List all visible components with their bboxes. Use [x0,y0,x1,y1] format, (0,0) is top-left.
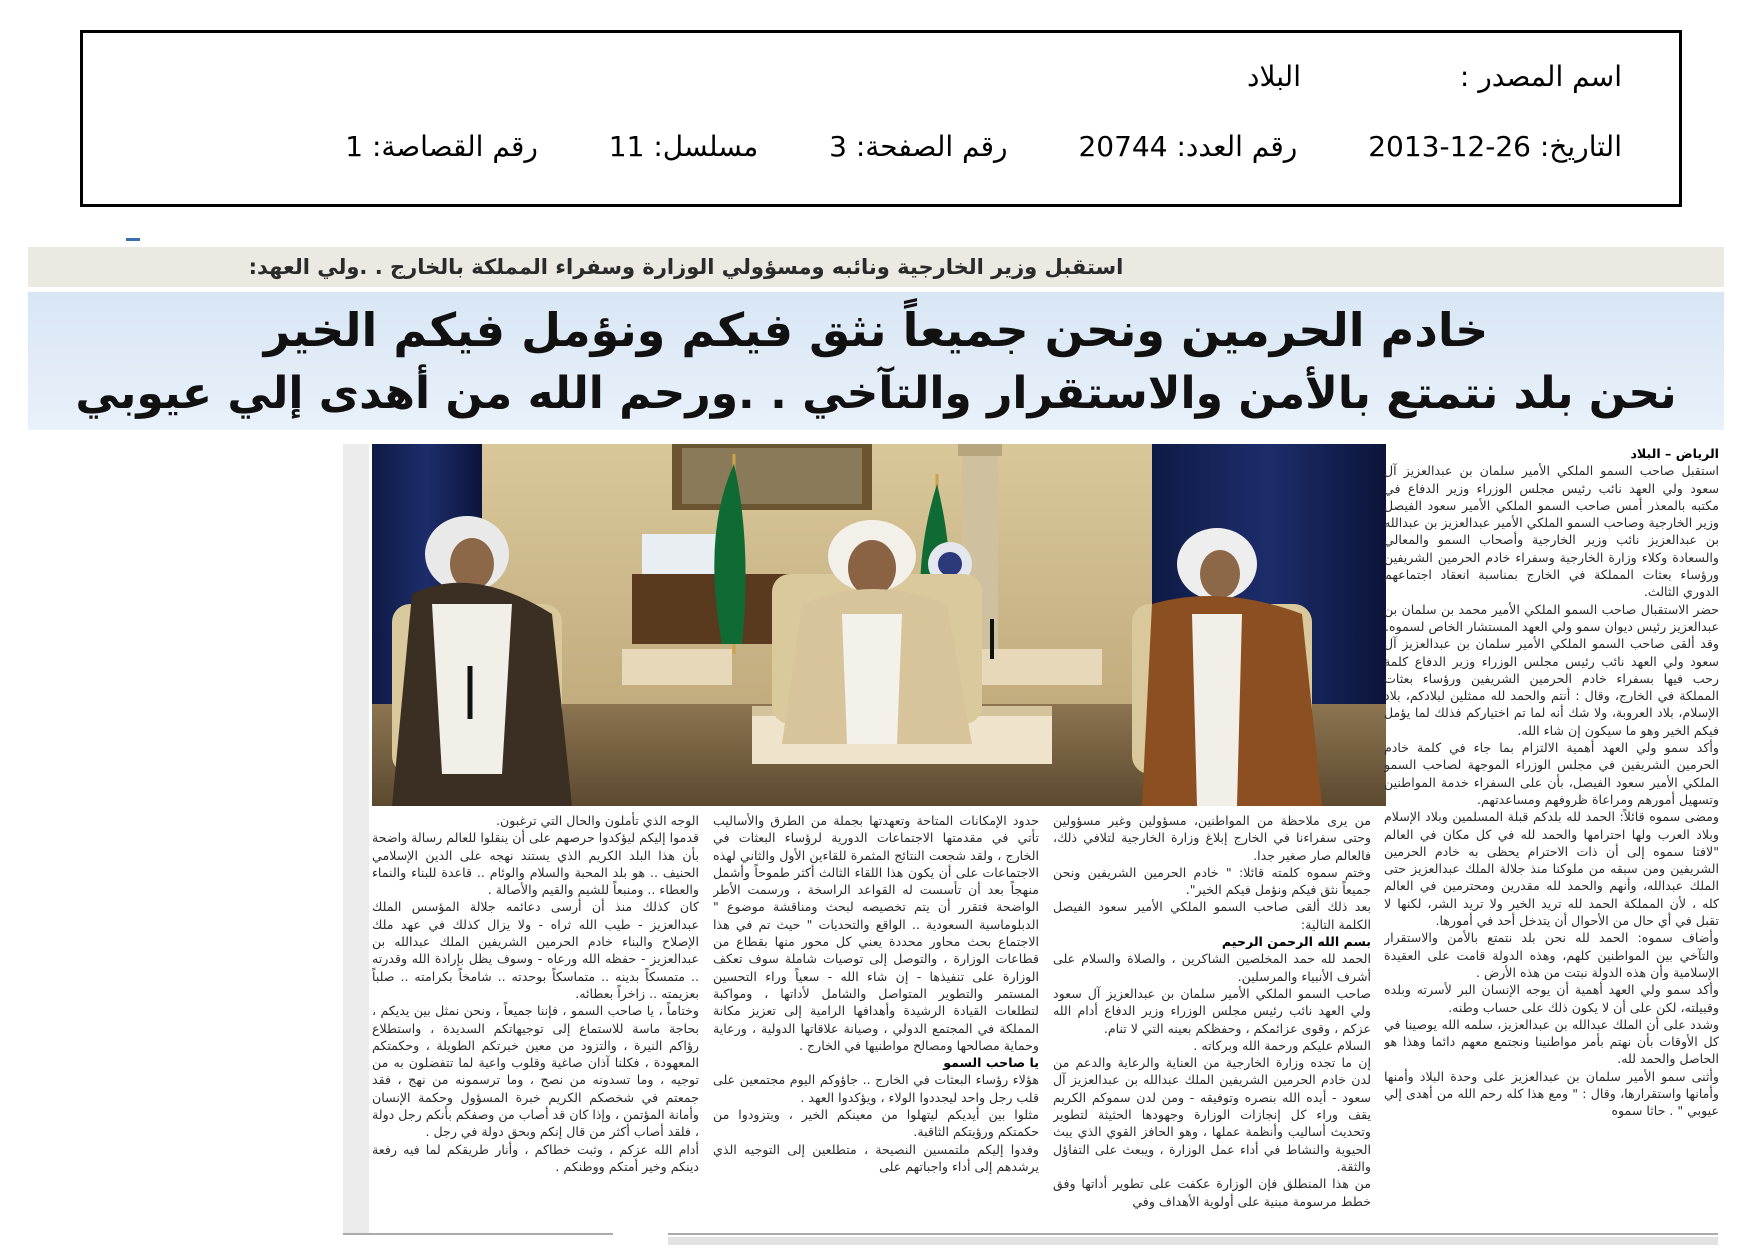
paragraph: ومضى سموه قائلاً: الحمد لله بلدكم قبلة المسلمين وبلاد الإسلام وبلاد العرب ولها احترامها والحمد لله في كل مكان في العالم "لافتا سموه إلى أن ذات الاحترام يحظى به خادم الحرمين الشريفين ومن سبقه من ملوكنا منذ جلالة الملك عبدالعزيز حتى الملك عبدالله، وأنهم والحمد لله مقدرين ومحترمين في العالم كله ، لأن المملكة الحمد لله تريد الخير ولا تريد الشر، لكنها لا تقبل في أي حال من الأحوال أن يتدخل أحد في أمورها. [1384,809,1719,929]
meeting-photo-illustration [372,444,1386,806]
kicker-band [28,247,1724,287]
article-column-c [372,812,699,1224]
article-column-right [1384,445,1719,1223]
paragraph: الحمد لله حمد المخلصين الشاكرين ، والصلاة والسلام على أشرف الأنبياء والمرسلين. [1053,951,1371,984]
newspaper-clipping [28,247,1724,1242]
paragraph: السلام عليكم ورحمة الله وبركاته . [1193,1037,1371,1053]
paragraph: قدموا إليكم ليؤكدوا حرصهم على أن ينقلوا للعالم رسالة واضحة بأن هذا البلد الكريم الذي يستند نهجه على الدين الإسلامي الحنيف .. هو بلد المحبة والسلام والوئام .. قاعدة للبناء والنماء والعطاء .. ومنبعاً للشيم والقيم والأصالة . [372,830,699,898]
paragraph: وختاماً ، يا صاحب السمو ، فإننا جميعاً ، ونحن نمثل بين يديكم ، بحاجة ماسة للاستماع إلى توجيهاتكم السديدة ، واستطلاع رؤاكم النيرة ، والتزود من معين خبرتكم الطويلة ، وحكمتكم المعهودة ، فكلنا آذان صاغية وقلوب واعية لما تتفضلون به من توجيه ، وما تسدونه من نصح ، وما ترسمونه من نهج ، فقد جمعتم في شخصكم الكريم خبرة المسؤول وحكمة الإنسان وأمانة المؤتمن ، وإذا كان قد أصاب من وصفكم بأنكم رجل دولة ، فلقد أصاب أكثر من قال إنكم وبحق دولة في رجل . [372,1003,699,1140]
paragraph: وفدوا إليكم ملتمسين النصيحة ، متطلعين إلى التوجيه الذي يرشدهم إلى أداء واجباتهم على [713,1141,1039,1174]
paragraph: وشدد على أن الملك عبدالله بن عبدالعزيز، سلمه الله يوصينا في كل الأوقات بأن نهتم بأمر مواطنينا ونجتمع معهم دائما وهذا هو الحاصل والحمد لله. [1384,1016,1719,1067]
page-label: رقم الصفحة: [855,130,1008,163]
paragraph: حضر الاستقبال صاحب السمو الملكي الأمير محمد بن سلمان بن عبدالعزيز رئيس ديوان سمو ولي العهد المستشار الخاص لسموه. [1384,601,1719,634]
source-info-box [80,30,1682,207]
clip-label: رقم القصاصة: [371,130,538,163]
paragraph: بسم الله الرحمن الرحيم [1221,934,1371,950]
paragraph: أدام الله عزكم ، وثبت خطاكم ، وأنار طريقكم لما فيه رفعة دينكم وخير أمتكم ووطنكم . [372,1141,699,1174]
paragraph: كان كذلك منذ أن أرسى دعائمه جلالة المؤسس الملك عبدالعزيز - طيب الله ثراه - ولا يزال كذلك في عهد ملك الإصلاح والبناء خادم الحرمين الشريفين الملك عبدالله بن عبدالعزيز - حفظه الله ورعاه - وسوف يظل بإرادة الله وقدرته .. متمسكاً بدينه .. متماسكاً بوحدته .. شامخاً بكرامته .. صلباً بعزيمته .. زاخراً بعطائه. [372,899,699,1001]
dateline: الرياض – البلاد [1630,446,1719,461]
source-value: البلاد [1247,60,1301,93]
paragraph: من هذا المنطلق فإن الوزارة عكفت على تطوير أداتها وفق خطط مرسومة مبنية على أولوية الأهداف وفي [1053,1176,1371,1209]
headline-band [28,292,1724,430]
date-label: التاريخ: [1539,130,1622,163]
blue-mark [126,238,140,241]
meta-row [345,130,1622,163]
bottom-shade [668,1237,1718,1245]
paragraph: مثلوا بين أيديكم ليتهلوا من معينكم الخير ، ويتزودوا من حكمتكم ورؤيتكم الثاقبة. [713,1107,1039,1140]
paragraph: من يرى ملاحظة من المواطنين، مسؤولين وغير مسؤولين وحتى سفراءنا في الخارج إبلاغ وزارة الخارجية لتلافي ذلك، فالعالم صار صغير جدا. [1053,813,1371,863]
clip-value: 1 [345,130,364,163]
paragraph: وأضاف سموه: الحمد لله نحن بلد نتمتع بالأمن والاستقرار والتآخي بين المواطنين كلهم، وهذه الدولة قامت على العقيدة الإسلامية وأن هذه الدولة نبتت من هذه الأرض . [1384,930,1719,980]
paragraph: إن ما تجده وزارة الخارجية من العناية والرعاية والدعم من لدن خادم الحرمين الشريفين الملك عبدالله بن عبدالعزيز آل سعود - أيده الله بنصره وتوفيقه - ومن لدن سموكم الكريم يقف وراء كل إنجازات الوزارة وجهودها الحثيثة لتطوير وتحديث أساليب وأنظمة عملها ، وهو الحافز القوي الذي يبث الحيوية والنشاط في أداء عمل الوزارة ، ويبعث على التفاؤل والثقة. [1053,1055,1371,1174]
article-photo [372,444,1386,806]
paragraph: وأكد سمو ولي العهد أهمية الالتزام بما جاء في كلمة خادم الحرمين الشريفين في مجلس الوزراء الموجهة لصاحب السمو الملكي الأمير سعود الفيصل، بأن على السفراء خدمة المواطنين وتسهيل أمورهم ومراعاة ظروفهم ومساعدتهم. [1384,740,1719,807]
headline-main: خادم الحرمين ونحن جميعاً نثق فيكم ونؤمل فيكم الخير [263,303,1489,357]
paragraph: هؤلاء رؤساء البعثات في الخارج .. جاؤوكم اليوم مجتمعين على قلب رجل واحد ليجددوا الولاء ، ويؤكدوا العهد . [713,1072,1039,1105]
page-value: 3 [829,130,847,163]
article-column-b [713,812,1039,1224]
paragraph: حدود الإمكانات المتاحة وتعهدتها بجملة من الطرق والأساليب تأتي في مقدمتها الاجتماعات الدورية لرؤساء البعثات في الخارج ، ولقد شجعت النتائج المثمرة للقاءين الأول والثاني لهذه الاجتماعات على أن يكون هذا اللقاء الثالث أكثر طموحاً وأشمل منهجاً بعد أن تأسست له القواعد الراسخة ، ورسمت الأطر الواضحة فتقرر أن يتم تخصيصه لبحث ومناقشة موضوع " الدبلوماسية السعودية .. الواقع والتحديات " حيث تم في هذا الاجتماع بحث محاور محددة يعني كل محور منها بقطاع من قطاعات الوزارة ، والتوصل إلى توصيات شاملة سوف تعكف الوزارة على تنفيذها - إن شاء الله - سعياً وراء التحسين المستمر والتطوير المتواصل والشامل لأداتها ، ومواكبة لتطلعات القيادة الرشيدة وأهدافها الرامية إلى تعزيز مكانة المملكة في المجتمع الدولي ، وصيانة علاقاتها الدولية ، ورعاية وحماية مصالحها ومصالح مواطنيها في الخارج . [713,813,1039,1053]
paragraph: بعد ذلك ألقى صاحب السمو الملكي الأمير سعود الفيصل الكلمة التالية: [1053,899,1371,932]
issue-label: رقم العدد: [1176,130,1298,163]
paragraph: وأكد سمو ولي العهد أهمية أن يوجه الإنسان البر لأسرته وبلده وقبيلته، لكن على أن لا يكون ذلك على حساب وطنه. [1384,982,1719,1015]
paragraph: يا صاحب السمو [943,1055,1039,1071]
source-label: اسم المصدر : [1459,60,1622,93]
article-column-a [1053,812,1371,1224]
paragraph: وختم سموه كلمته قائلا: " خادم الحرمين الشريفين ونحن جميعاً نثق فيكم ونؤمل فيكم الخير". [1053,864,1371,898]
headline-sub: نحن بلد نتمتع بالأمن والاستقرار والتآخي . .ورحم الله من أهدى إلي عيوبي [75,368,1677,419]
source-row [1247,60,1622,93]
date-value: 2013-12-26 [1368,130,1531,163]
paragraph: الوجه الذي تأملون والحال التي ترغبون. [496,813,699,828]
serial-value: 11 [608,130,645,163]
paragraph: وقد ألقى صاحب السمو الملكي الأمير سلمان بن عبدالعزيز آل سعود ولي العهد نائب رئيس مجلس الوزراء وزير الدفاع كلمة رحب فيها بسفراء خادم الحرمين الشريفين ورؤساء بعثات المملكة في الخارج، وقال : أنتم والحمد لله ممثلين لبلادكم، بلاد الإسلام، بلاد العروبة، ولا شك أنه لما تم اختياركم فذلك لما يؤمل فيكم الخير وهو ما سيكون إن شاء الله. [1384,636,1719,738]
bottom-rule-right [668,1233,1718,1235]
left-margin-shade [343,444,369,1234]
bottom-rule-left [343,1233,613,1235]
kicker-text: استقبل وزير الخارجية ونائبه ومسؤولي الوزارة وسفراء المملكة بالخارج . .ولي العهد: [248,255,1124,279]
serial-label: مسلسل: [653,130,759,163]
paragraph: صاحب السمو الملكي الأمير سلمان بن عبدالعزيز آل سعود ولي العهد نائب رئيس مجلس الوزراء وزير الدفاع أدام الله عزكم ، وقوى عزائمكم ، وحفظكم بعينه التي لا تنام. [1053,985,1371,1036]
paragraph: وأثنى سمو الأمير سلمان بن عبدالعزيز على وحدة البلاد وأمنها وأمانها واستقرارها، وقال : " ومع هذا كله رحم الله من أهدى إلي عيوبي " . حاثا سموه [1384,1068,1719,1119]
issue-value: 20744 [1078,130,1168,163]
paragraph: استقبل صاحب السمو الملكي الأمير سلمان بن عبدالعزيز آل سعود ولي العهد نائب رئيس مجلس الوزراء وزير الدفاع في مكتبه بالمعذر أمس صاحب السمو الملكي الأمير سعود الفيصل وزير الخارجية وصاحب السمو الملكي الأمير عبدالعزيز بن عبدالله بن عبدالعزيز نائب وزير الخارجية وأصحاب السمو والمعالي والسعادة وكلاء وزارة الخارجية وسفراء خادم الحرمين الشريفين ورؤساء بعثات المملكة في الخارج بمناسبة انعقاد اجتماعهم الدوري الثالث. [1384,463,1719,600]
